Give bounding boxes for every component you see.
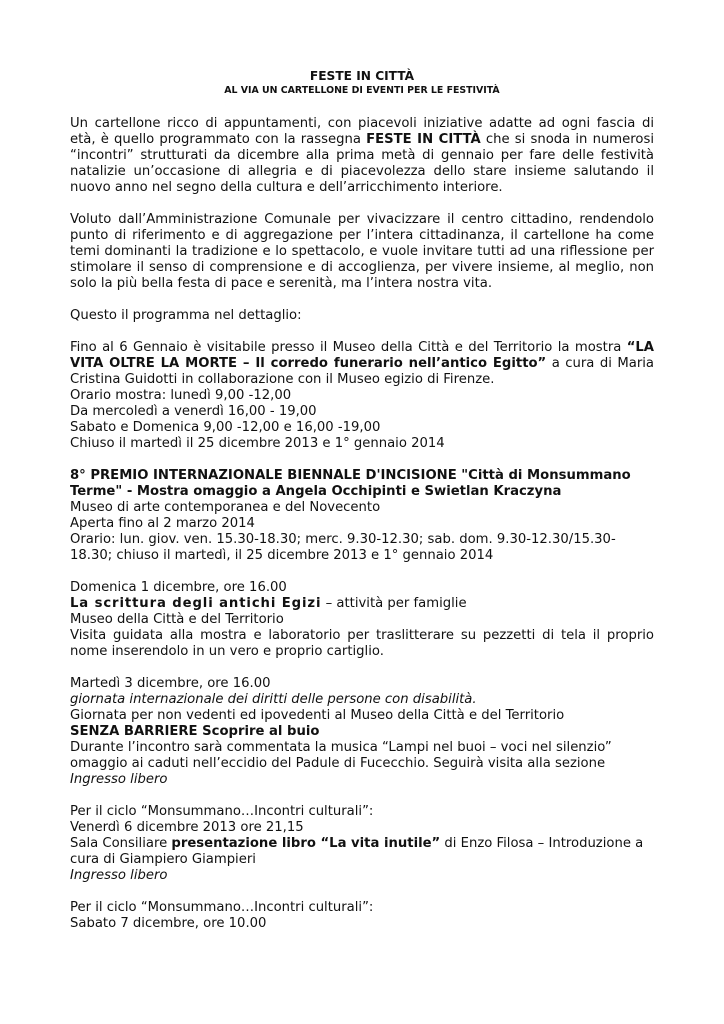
event2-title: 8° PREMIO INTERNAZIONALE BIENNALE D'INCISIONE "Città di Monsummano Terme" - Mostra omaggio a Angela Occhipinti e Swietlan Kraczyna bbox=[70, 468, 631, 499]
event5-pre: Sala Consiliare bbox=[70, 836, 172, 851]
event5-date: Venerdì 6 dicembre 2013 ore 21,15 bbox=[70, 820, 304, 835]
event2-hours: Orario: lun. giov. ven. 15.30-18.30; merc. 9.30-12.30; sab. dom. 9.30-12.30/15.30-18.30; chiuso il martedì, il 25 dicembre 2013 e 1° gennaio 2014 bbox=[70, 532, 616, 563]
event6-series: Per il ciclo “Monsummano…Incontri culturali”: bbox=[70, 900, 374, 915]
intro-bold: FESTE IN CITTÀ bbox=[366, 132, 481, 147]
event5-post: di Enzo Filosa – Introduzione a cura di Giampiero Giampieri bbox=[70, 836, 644, 867]
event4-description: Durante l’incontro sarà commentata la musica “Lampi nel buoi – voci nel silenzio” omaggio ai caduti nell’eccidio del Padule di Fucecchio. Seguirà visita alla sezione bbox=[70, 740, 612, 771]
event2-place: Museo di arte contemporanea e del Novecento bbox=[70, 500, 381, 515]
event3-title-line bbox=[70, 596, 654, 612]
event3-date: Domenica 1 dicembre, ore 16.00 bbox=[70, 580, 287, 595]
event1-hours-1: Orario mostra: lunedì 9,00 -12,00 bbox=[70, 388, 292, 403]
intro-paragraph bbox=[70, 116, 654, 196]
event1-hours-2: Da mercoledì a venerdì 16,00 - 19,00 bbox=[70, 404, 317, 419]
event4-free-entry: Ingresso libero bbox=[70, 772, 168, 787]
event3-title-rest: – attività per famiglie bbox=[321, 596, 467, 611]
event3-description: Visita guidata alla mostra e laboratorio per traslitterare su pezzetti di tela il proprio nome inserendolo in un vero e proprio cartiglio. bbox=[70, 628, 654, 659]
program-intro: Questo il programma nel dettaglio: bbox=[70, 308, 302, 323]
event1-hours-3: Sabato e Domenica 9,00 -12,00 e 16,00 -19,00 bbox=[70, 420, 381, 435]
intro-text-1: Un cartellone ricco di appuntamenti, con piacevoli iniziative adatte ad ogni fascia di età, è quello programmato con la rassegna bbox=[70, 116, 654, 147]
event-book-presentation bbox=[70, 804, 654, 884]
event1-post: a cura di Maria Cristina Guidotti in collaborazione con il Museo egizio di Firenze. bbox=[70, 356, 654, 387]
event4-date: Martedì 3 dicembre, ore 16.00 bbox=[70, 676, 271, 691]
event4-day-name: giornata internazionale dei diritti delle persone con disabilità. bbox=[70, 692, 477, 707]
event4-title: SENZA BARRIERE Scoprire al buio bbox=[70, 724, 320, 739]
event6-date: Sabato 7 dicembre, ore 10.00 bbox=[70, 916, 267, 931]
event1-closed: Chiuso il martedì il 25 dicembre 2013 e 1° gennaio 2014 bbox=[70, 436, 445, 451]
event-without-barriers bbox=[70, 676, 654, 788]
event3-place: Museo della Città e del Territorio bbox=[70, 612, 284, 627]
event1-pre: Fino al 6 Gennaio è visitabile presso il Museo della Città e del Territorio la mostra bbox=[70, 340, 627, 355]
event5-free-entry: Ingresso libero bbox=[70, 868, 168, 883]
event5-description bbox=[70, 836, 654, 868]
event-cultural-meeting bbox=[70, 900, 654, 932]
event-exhibition-egypt bbox=[70, 340, 654, 452]
event5-title: presentazione libro “La vita inutile” bbox=[171, 836, 441, 851]
event-engraving-prize bbox=[70, 468, 654, 564]
event1-title: “LA VITA OLTRE LA MORTE – Il corredo funerario nell’antico Egitto” bbox=[70, 340, 654, 371]
event-egyptian-writing bbox=[70, 580, 654, 660]
event5-series: Per il ciclo “Monsummano…Incontri culturali”: bbox=[70, 804, 374, 819]
event2-open: Aperta fino al 2 marzo 2014 bbox=[70, 516, 255, 531]
intro-text-2: che si snoda in numerosi “incontri” strutturati da dicembre alla prima metà di gennaio per fare delle festività natalizie un’occasione di allegria e di piacevolezza dello stare insieme salutando il nuovo anno nel segno della cultura e dell’arricchimento interiore. bbox=[70, 132, 654, 195]
event4-line: Giornata per non vedenti ed ipovedenti al Museo della Città e del Territorio bbox=[70, 708, 565, 723]
event1-description bbox=[70, 340, 654, 388]
event3-title: La scrittura degli antichi Egizi bbox=[70, 596, 322, 611]
document-subtitle: AL VIA UN CARTELLONE DI EVENTI PER LE FESTIVITÀ bbox=[224, 85, 500, 96]
document-title: FESTE IN CITTÀ bbox=[309, 69, 415, 83]
second-paragraph: Voluto dall’Amministrazione Comunale per vivacizzare il centro cittadino, rendendolo punto di riferimento e di aggregazione per l’intera cittadinanza, il cartellone ha come temi dominanti la tradizione e lo spettacolo, e vuole invitare tutti ad una riflessione per stimolare il senso di comprensione e di accoglienza, per vivere insieme, al meglio, non solo la più bella festa di pace e serenità, ma l’intera nostra vita. bbox=[70, 212, 654, 291]
